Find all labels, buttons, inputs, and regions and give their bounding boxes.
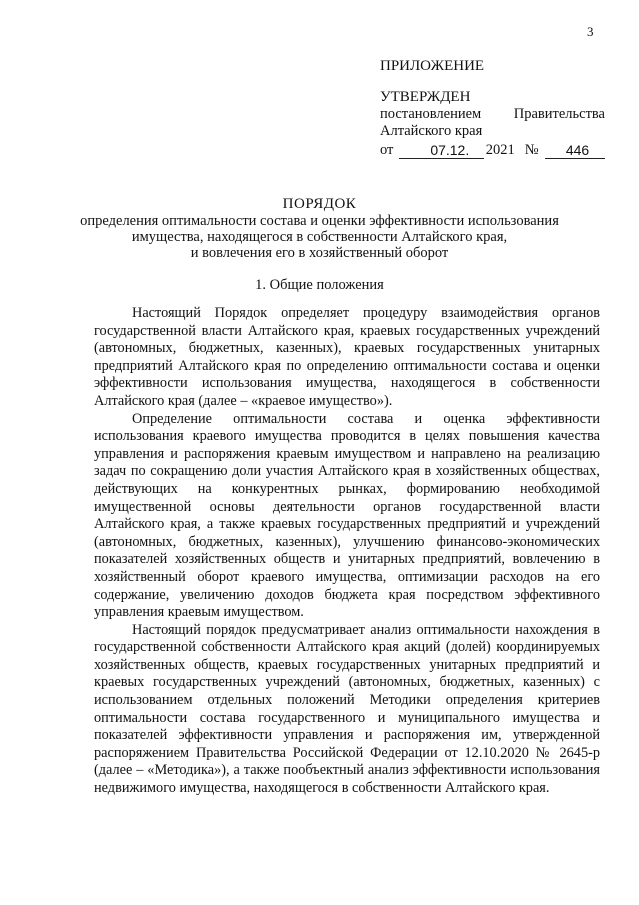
paragraph: Настоящий Порядок определяет процедуру взаимодействия органов государственной власти Алтайского края, краевых государственных учреждений (автономных, бюджетных, казенных), краевых государственных унитарных предприятий Алтайского края по определению оптимальности состава и оценки эффективности использования имущества, находящегося в собственности Алтайского края (далее – «краевое имущество»). [94,305,600,409]
title-line-2: имущества, находящегося в собственности Алтайского края, [131,229,508,245]
number-value: 446 [550,143,605,159]
number-sign: № [524,142,539,158]
title-line-3: и вовлечения его в хозяйственный оборот [190,245,449,261]
title-line-1: определения оптимальности состава и оценки эффективности использования [80,213,559,229]
title-main: ПОРЯДОК [282,196,357,212]
date-year: 2021 [485,142,515,158]
document-title [60,196,579,261]
approval-line-1-left: постановлением [380,106,482,122]
appendix-heading: ПРИЛОЖЕНИЕ [380,58,485,74]
approved-label: УТВЕРЖДЕН [380,89,471,105]
approval-block [380,58,605,159]
paragraph: Определение оптимальности состава и оценка эффективности использования краевого имущества проводится в целях повышения качества управления и распоряжения краевым имуществом и направлено на реализацию задач по сокращению доли участия Алтайского края в хозяйственных обществах, действующих на конкурентных рынках, формированию необходимой имущественной основы деятельности органов государственной власти Алтайского края, а также краевых государственных предприятий и учреждений (автономных, бюджетных, казенных), улучшению финансово-экономических показателей хозяйственных обществ и унитарных предприятий, вовлечению в хозяйственный оборот краевого имущества, оптимизации расходов на его содержание, увеличению доходов бюджета края посредством эффективного управления краевым имуществом. [94,410,600,621]
date-underline-left [399,158,415,159]
section-heading: 1. Общие положения [255,277,384,293]
body-text [94,305,600,798]
paragraph: Настоящий порядок предусматривает анализ оптимальности нахождения в государственной собственности Алтайского края акций (долей) координируемых хозяйственных обществ, краевых государственных унитарных предприятий и краевых государственных учреждений (автономных, бюджетных, казенных) с использованием отдельных положений Методики определения критериев оптимальности состава государственного и муниципального имущества и показателей эффективности управления и распоряжения им, утвержденной распоряжением Правительства Российской Федерации от 12.10.2020 № 2645-р (далее – «Методика»), а также пообъектный анализ эффективности использования недвижимого имущества, находящегося в собственности Алтайского края. [94,621,600,797]
date-value: 07.12. [416,143,484,159]
date-prefix: от [380,142,394,158]
approval-line-2: Алтайского края [380,123,483,139]
approval-date-row [380,142,605,159]
approval-line-1-right: Правительства [513,106,605,122]
approval-line-1 [380,106,605,123]
page-number: 3 [587,24,594,39]
